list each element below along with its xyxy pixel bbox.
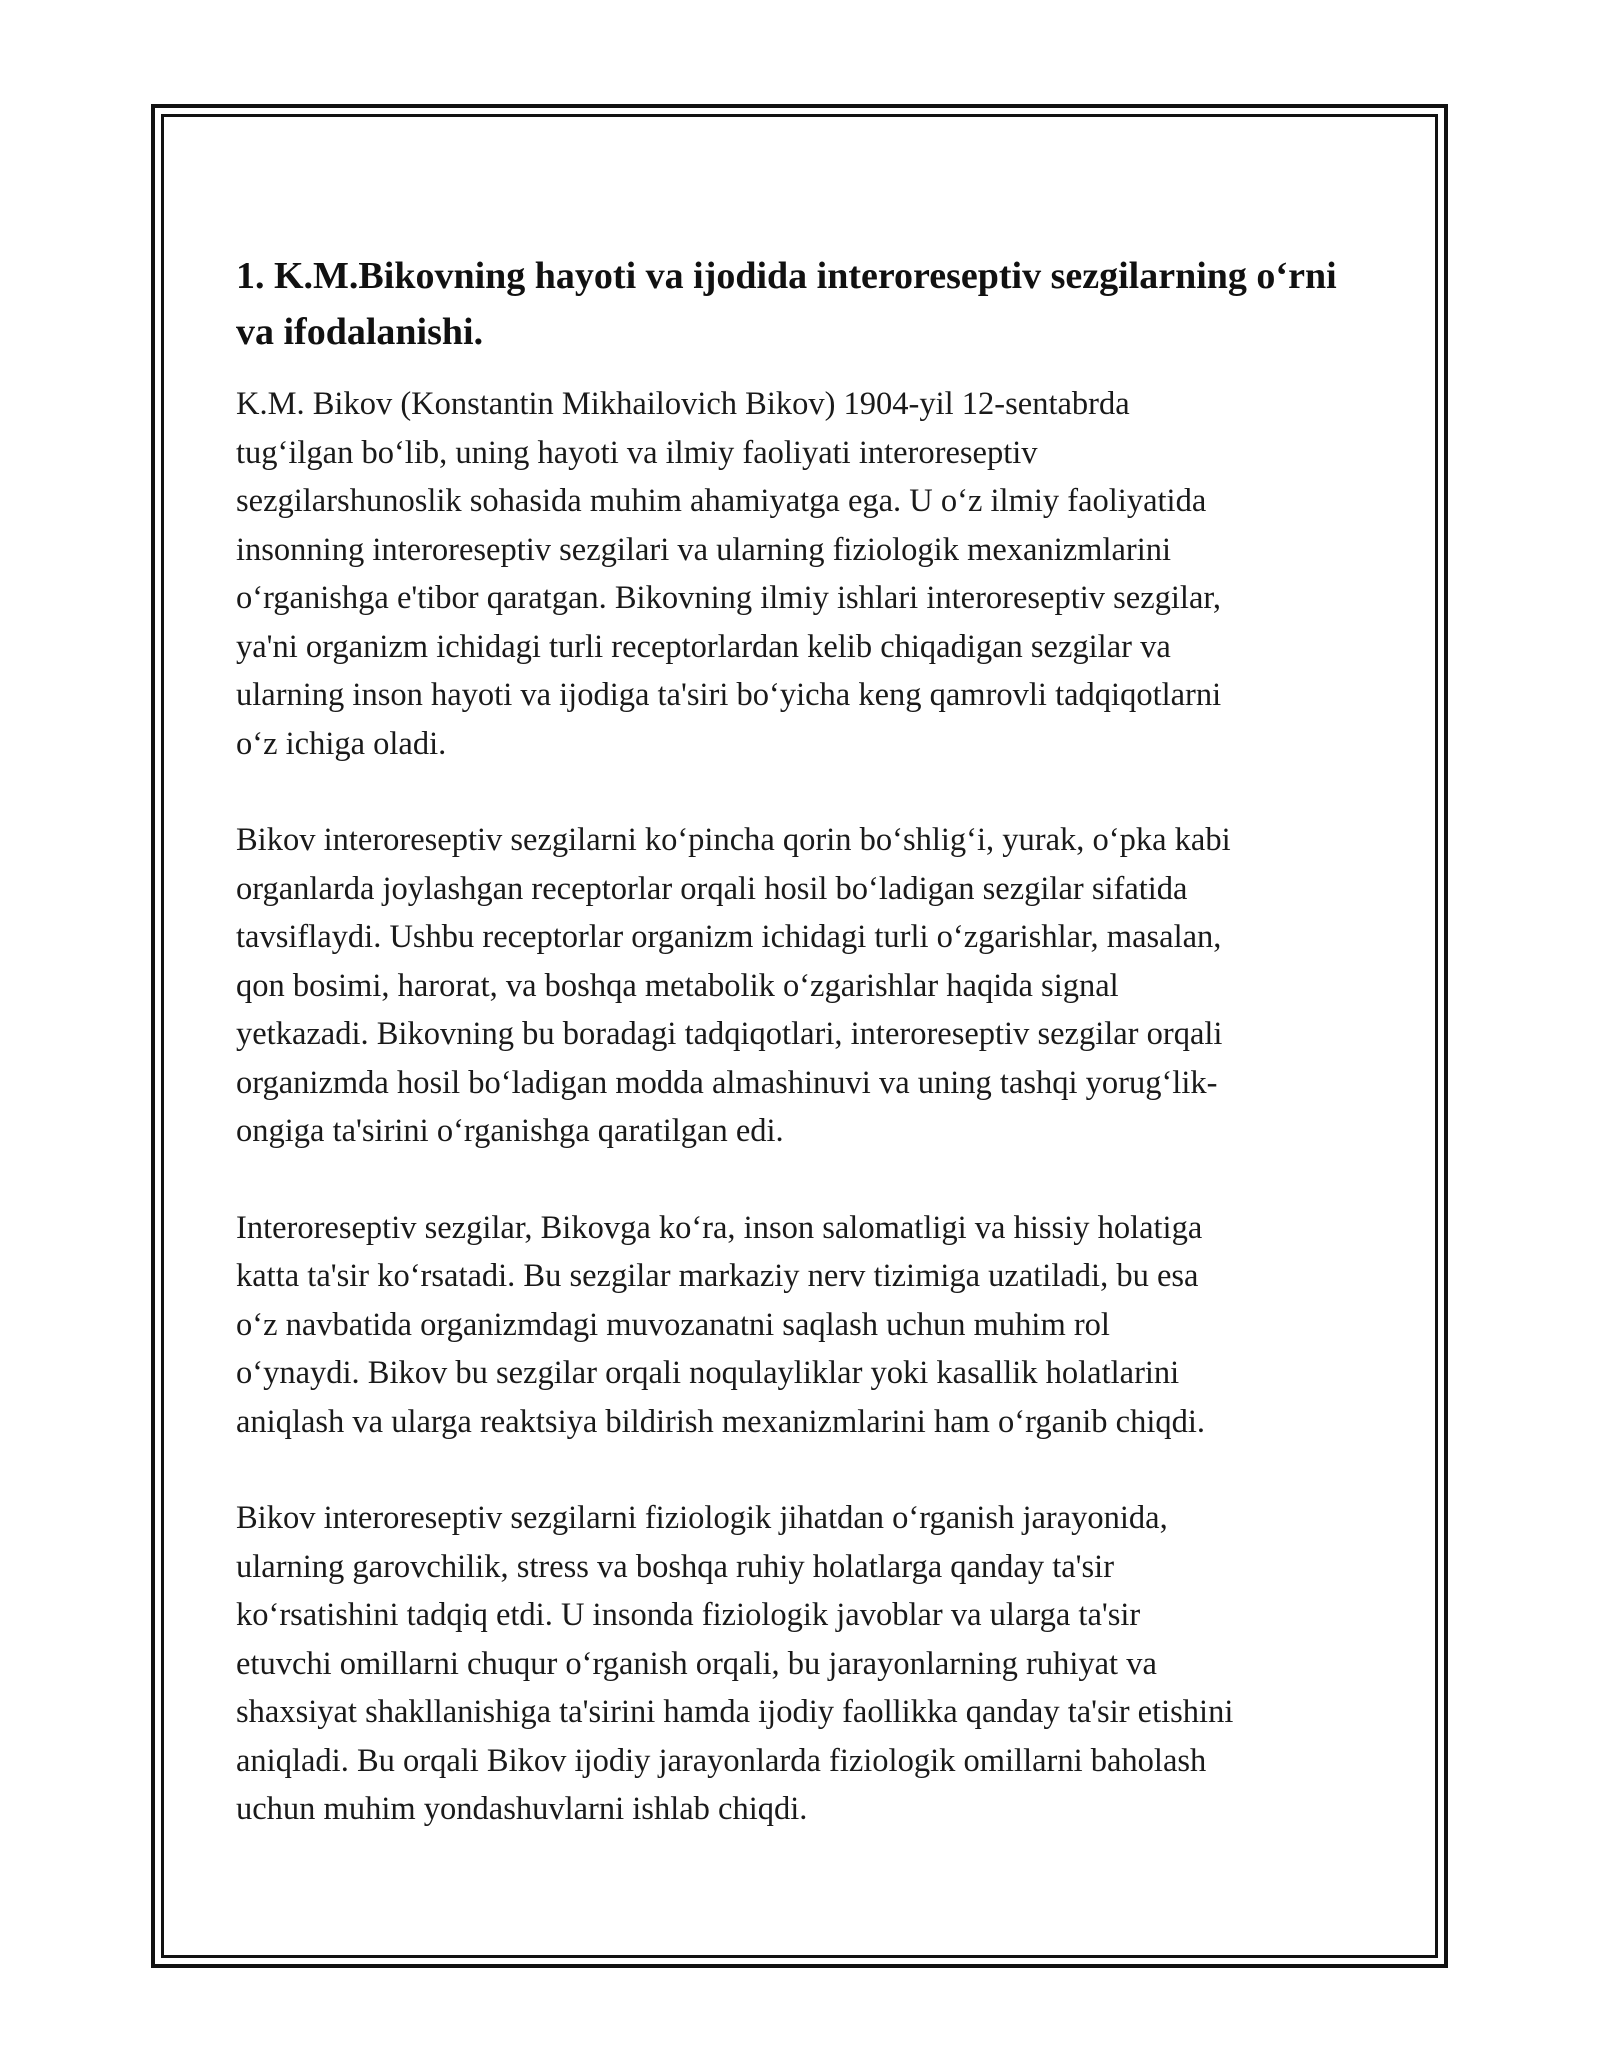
paragraph-line: tavsiflaydi. Ushbu receptorlar organizm ichidagi turli o‘zgarishlar, masalan, — [236, 919, 1222, 955]
paragraph-line: o‘rganishga e'tibor qaratgan. Bikovning ilmiy ishlari interoreseptiv sezgilar, — [236, 580, 1222, 616]
paragraph-line: organlarda joylashgan receptorlar orqali hosil bo‘ladigan sezgilar sifatida — [236, 870, 1188, 907]
paragraphs — [236, 380, 1376, 1834]
paragraph — [236, 1494, 1376, 1834]
paragraph-line: ko‘rsatishini tadqiq etdi. U insonda fiziologik javoblar va ularga ta'sir — [236, 1597, 1141, 1633]
paragraph-line: ongiga ta'sirini o‘rganishga qaratilgan edi. — [236, 1113, 784, 1149]
paragraph-line: K.M. Bikov (Konstantin Mikhailovich Bikov) 1904-yil 12-sentabrda — [236, 386, 1130, 422]
paragraph-line: ya'ni organizm ichidagi turli receptorlardan kelib chiqadigan sezgilar va — [236, 628, 1171, 665]
paragraph — [236, 816, 1376, 1156]
paragraph-line: o‘z navbatida organizmdagi muvozanatni saqlash uchun muhim rol — [236, 1306, 1110, 1343]
paragraph-line: Bikov interoreseptiv sezgilarni fiziologik jihatdan o‘rganish jarayonida, — [236, 1500, 1168, 1536]
section-heading: 1. K.M.Bikovning hayoti va ijodida interoreseptiv sezgilarning o‘rni va ifodalanishi. — [236, 255, 1337, 353]
paragraph — [236, 380, 1376, 768]
paragraph-line: yetkazadi. Bikovning bu boradagi tadqiqotlari, interoreseptiv sezgilar orqali — [236, 1016, 1223, 1052]
paragraph-line: Bikov interoreseptiv sezgilarni ko‘pincha qorin bo‘shlig‘i, yurak, o‘pka kabi — [236, 822, 1231, 858]
paragraph-line: aniqladi. Bu orqali Bikov ijodiy jarayonlarda fiziologik omillarni baholash — [236, 1742, 1207, 1779]
paragraph-line: shaxsiyat shakllanishiga ta'sirini hamda ijodiy faollikka qanday ta'sir etishini — [236, 1694, 1234, 1730]
paragraph — [236, 1204, 1376, 1447]
paragraph-line: organizmda hosil bo‘ladigan modda almashinuvi va uning tashqi yorug‘lik- — [236, 1064, 1218, 1101]
paragraph-line: tug‘ilgan bo‘lib, uning hayoti va ilmiy faoliyati interoreseptiv — [236, 434, 1038, 471]
paragraph-line: o‘ynaydi. Bikov bu sezgilar orqali noqulayliklar yoki kasallik holatlarini — [236, 1355, 1180, 1391]
paragraph-line: Interoreseptiv sezgilar, Bikovga ko‘ra, inson salomatligi va hissiy holatiga — [236, 1209, 1203, 1246]
document-content — [236, 248, 1376, 1834]
paragraph-line: ularning inson hayoti va ijodiga ta'siri bo‘yicha keng qamrovli tadqiqotlarni — [236, 677, 1222, 713]
paragraph-line: qon bosimi, harorat, va boshqa metabolik o‘zgarishlar haqida signal — [236, 967, 1119, 1004]
paragraph-line: sezgilarshunoslik sohasida muhim ahamiyatga ega. U o‘z ilmiy faoliyatida — [236, 483, 1207, 519]
paragraph-line: insonning interoreseptiv sezgilari va ularning fiziologik mexanizmlarini — [236, 531, 1172, 568]
paragraph-line: etuvchi omillarni chuqur o‘rganish orqali, bu jarayonlarning ruhiyat va — [236, 1645, 1157, 1682]
paragraph-line: uchun muhim yondashuvlarni ishlab chiqdi. — [236, 1791, 808, 1827]
paragraph-line: katta ta'sir ko‘rsatadi. Bu sezgilar markaziy nerv tizimiga uzatiladi, bu esa — [236, 1258, 1199, 1294]
paragraph-line: o‘z ichiga oladi. — [236, 725, 447, 762]
paragraph-line: ularning garovchilik, stress va boshqa ruhiy holatlarga qanday ta'sir — [236, 1548, 1115, 1585]
paragraph-line: aniqlash va ularga reaktsiya bildirish mexanizmlarini ham o‘rganib chiqdi. — [236, 1403, 1206, 1440]
